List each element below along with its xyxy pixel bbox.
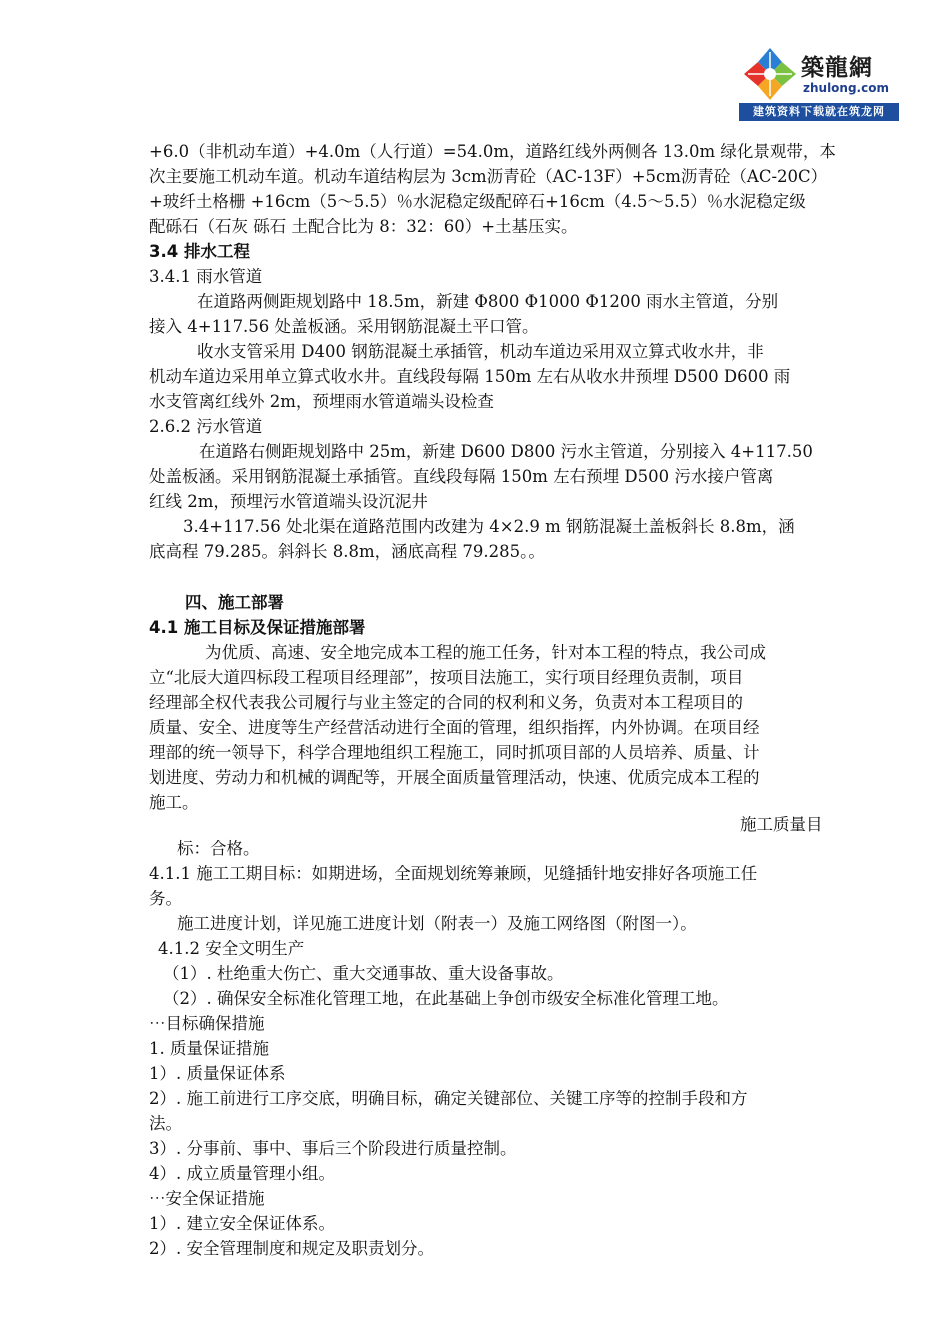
section-heading: 4.1 施工目标及保证措施部署: [149, 618, 366, 637]
body-line: 划进度、劳动力和机械的调配等，开展全面质量管理活动，快速、优质完成本工程的: [149, 768, 760, 787]
body-line: 理部的统一领导下，科学合理地组织工程施工，同时抓项目部的人员培养、质量、计: [149, 743, 760, 762]
subsection-heading: 2.6.2 污水管道: [149, 417, 263, 436]
body-line: 施工质量目: [740, 815, 823, 834]
body-line: +玻纤土格栅 +16cm（5～5.5）％水泥稳定级配碎石+16cm（4.5～5.5）％水泥稳定级: [149, 192, 806, 211]
body-line: 务。: [149, 889, 182, 908]
logo-mark-icon: [742, 46, 798, 102]
body-line: 配砾石（石灰 砾石 土配合比为 8：32：60）+土基压实。: [149, 217, 578, 236]
list-item: 法。: [149, 1114, 182, 1133]
logo-name-cn: 築龍網: [801, 54, 873, 81]
body-line: 底高程 79.285。斜斜长 8.8m，涵底高程 79.285。。: [149, 542, 545, 561]
body-line: 施工。: [149, 793, 199, 812]
zhulong-logo: [739, 44, 899, 122]
list-item: 3）. 分事前、事中、事后三个阶段进行质量控制。: [149, 1139, 517, 1158]
list-item: 1）. 建立安全保证体系。: [149, 1214, 335, 1233]
list-item: 2）. 施工前进行工序交底，明确目标，确定关键部位、关键工序等的控制手段和方: [149, 1089, 748, 1108]
subsection-heading: ⋯安全保证措施: [149, 1189, 265, 1208]
body-line: 收水支管采用 D400 钢筋混凝土承插管，机动车道边采用双立算式收水井，非: [197, 342, 764, 361]
body-line: 4.1.1 施工工期目标：如期进场，全面规划统筹兼顾，见缝插针地安排好各项施工任: [149, 864, 758, 883]
body-line: 标：合格。: [177, 839, 260, 858]
body-line: 施工进度计划，详见施工进度计划（附表一）及施工网络图（附图一）。: [177, 914, 697, 933]
subsection-heading: 3.4.1 雨水管道: [149, 267, 263, 286]
subsection-heading: 4.1.2 安全文明生产: [158, 939, 305, 958]
subsection-heading: ⋯目标确保措施: [149, 1014, 265, 1033]
body-line: 质量、安全、进度等生产经营活动进行全面的管理，组织指挥，内外协调。在项目经: [149, 718, 760, 737]
list-item: （2）. 确保安全标准化管理工地，在此基础上争创市级安全标准化管理工地。: [163, 989, 729, 1008]
body-line: 处盖板涵。采用钢筋混凝土承插管。直线段每隔 150m 左右预埋 D500 污水接户管离: [149, 467, 774, 486]
list-item: 2）. 安全管理制度和规定及职责划分。: [149, 1239, 434, 1258]
chapter-heading: 四、施工部署: [185, 593, 284, 612]
body-line: 3.4+117.56 处北渠在道路范围内改建为 4×2.9 m 钢筋混凝土盖板斜长 8.8m，涵: [183, 517, 795, 536]
body-line: 在道路两侧距规划路中 18.5m，新建 Φ800 Φ1000 Φ1200 雨水主管道，分别: [197, 292, 779, 311]
body-line: 立“北辰大道四标段工程项目经理部”，按项目法施工，实行项目经理负责制，项目: [149, 668, 744, 687]
logo-domain: zhulong.com: [803, 81, 889, 95]
section-heading: 3.4 排水工程: [149, 242, 250, 261]
body-line: 为优质、高速、安全地完成本工程的施工任务，针对本工程的特点，我公司成: [205, 643, 766, 662]
body-line: 经理部全权代表我公司履行与业主签定的合同的权利和义务，负责对本工程项目的: [149, 693, 743, 712]
body-line: 水支管离红线外 2m，预埋雨水管道端头设检查: [149, 392, 494, 411]
body-line: +6.0（非机动车道）+4.0m（人行道）=54.0m，道路红线外两侧各 13.0m 绿化景观带，本: [149, 142, 836, 161]
body-line: 机动车道边采用单立算式收水井。直线段每隔 150m 左右从收水井预埋 D500 D600 雨: [149, 367, 791, 386]
subsection-heading: 1. 质量保证措施: [149, 1039, 269, 1058]
logo-slogan: 建筑资料下载就在筑龙网: [739, 103, 899, 121]
list-item: （1）. 杜绝重大伤亡、重大交通事故、重大设备事故。: [163, 964, 564, 983]
body-line: 次主要施工机动车道。机动车道结构层为 3cm沥青砼（AC-13F）+5cm沥青砼（AC-20C）: [149, 167, 828, 186]
list-item: 1）. 质量保证体系: [149, 1064, 286, 1083]
body-line: 在道路右侧距规划路中 25m，新建 D600 D800 污水主管道，分别接入 4+117.50: [199, 442, 813, 461]
body-line: 红线 2m，预埋污水管道端头设沉泥井: [149, 492, 428, 511]
body-line: 接入 4+117.56 处盖板涵。采用钢筋混凝土平口管。: [149, 317, 539, 336]
list-item: 4）. 成立质量管理小组。: [149, 1164, 335, 1183]
